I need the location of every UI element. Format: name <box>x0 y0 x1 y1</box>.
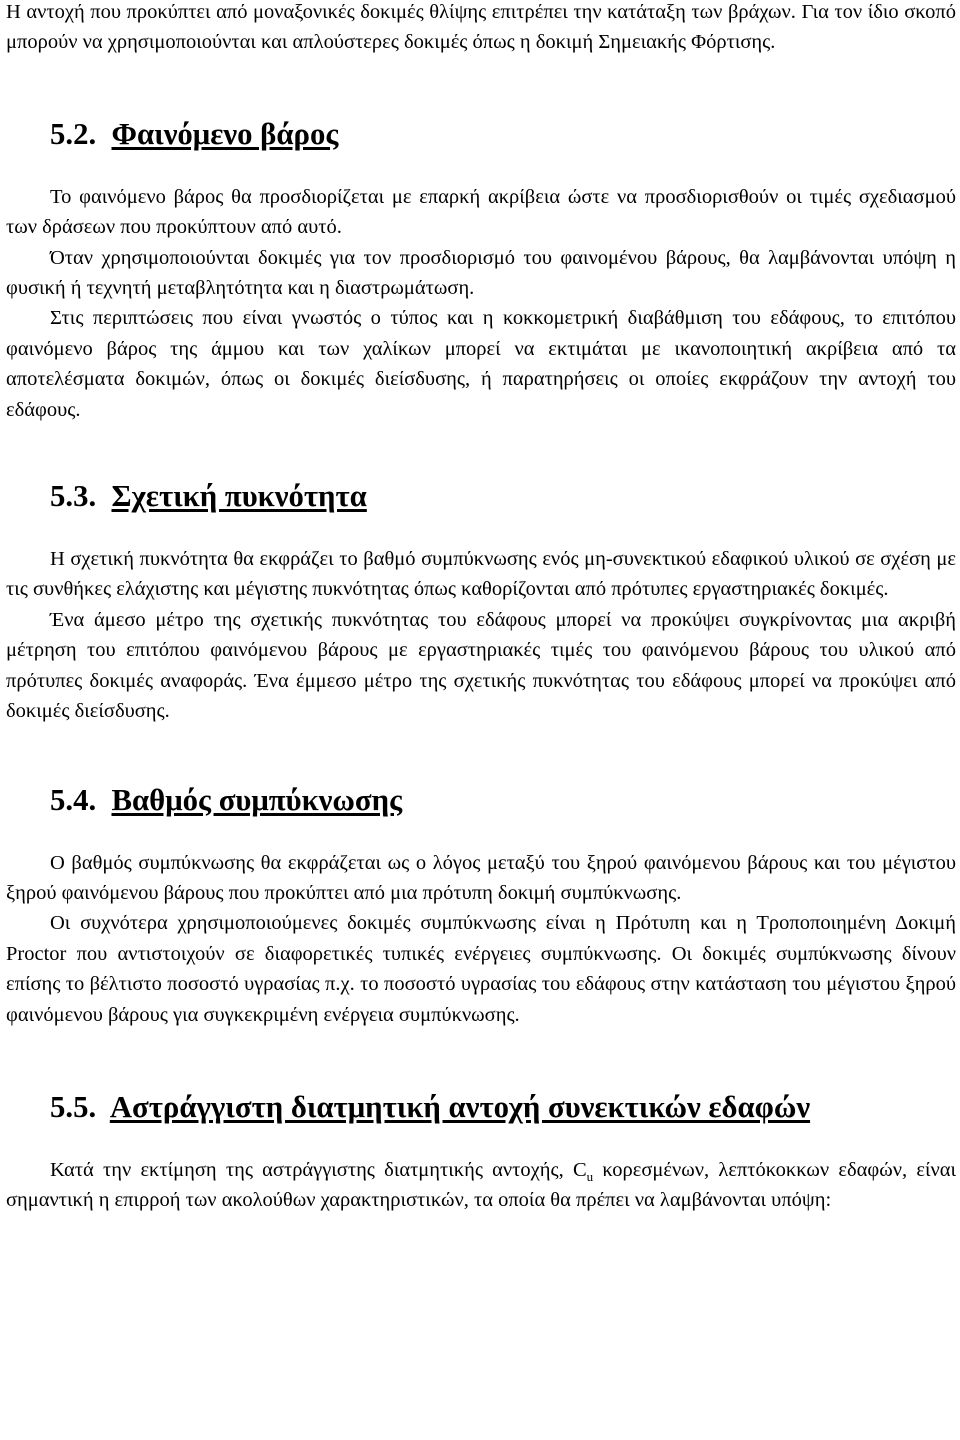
document-page <box>6 0 956 1216</box>
section-number: 5.2. <box>50 116 97 151</box>
paragraph <box>6 1155 956 1216</box>
intro-paragraph: Η αντοχή που προκύπτει από μοναξονικές δοκιμές θλίψης επιτρέπει την κατάταξη των βράχων. Για τον ίδιο σκοπό μπορούν να χρησιμοποιούνται και απλούστερες δοκιμές όπως η δοκιμή Σημειακής Φόρτισης. <box>6 1 956 54</box>
section-number: 5.3. <box>50 479 97 514</box>
section-number: 5.5. <box>50 1089 97 1124</box>
paragraph-text: Κατά την εκτίμηση της αστράγγιστης διατμητικής αντοχής, C <box>50 1158 587 1181</box>
section-title: Βαθμός συμπύκνωσης <box>111 782 403 817</box>
section-title: Σχετική πυκνότητα <box>111 479 367 514</box>
paragraph: Όταν χρησιμοποιούνται δοκιμές για τον προσδιορισμό του φαινομένου βάρους, θα λαμβάνονται υπόψη η φυσική ή τεχνητή μεταβλητότητα και η διαστρωμάτωση. <box>6 246 956 300</box>
paragraph-text: κορεσμένων, λεπτόκοκκων εδαφών, είναι σημαντική η επιρροή των ακολούθων χαρακτηριστικών, τα οποία θα πρέπει να λαμβάνονται υπόψη: <box>6 1158 956 1212</box>
paragraph: Οι συχνότερα χρησιμοποιούμενες δοκιμές συμπύκνωσης είναι η Πρότυπη και η Τροποποιημένη Δοκιμή Proctor που αντιστοιχούν σε διαφορετικές τυπικές ενέργειες συμπύκνωσης. Οι δοκιμές συμπύκνωσης δίνουν επίσης το βέλτιστο ποσοστό υγρασίας π.χ. το ποσοστό υγρασίας του εδάφους στην κατάσταση του μέγιστου ξηρού φαινόμενου βάρους για συγκεκριμένη ενέργεια συμπύκνωσης. <box>6 912 956 1026</box>
section-title: Αστράγγιστη διατμητική αντοχή συνεκτικών εδαφών <box>109 1089 811 1124</box>
section-heading-5-5 <box>6 1089 956 1124</box>
section-heading-5-4 <box>6 782 956 817</box>
section-number: 5.4. <box>50 782 97 817</box>
section-title: Φαινόμενο βάρος <box>111 116 339 151</box>
paragraph: Ο βαθμός συμπύκνωσης θα εκφράζεται ως ο λόγος μεταξύ του ξηρού φαινόμενου βάρους και του μέγιστου ξηρού φαινόμενου βάρους που προκύπτει από μια πρότυπη δοκιμή συμπύκνωσης. <box>6 851 956 904</box>
paragraph: Το φαινόμενο βάρος θα προσδιορίζεται με επαρκή ακρίβεια ώστε να προσδιορισθούν οι τιμές σχεδιασμού των δράσεων που προκύπτουν από αυτό. <box>6 185 956 239</box>
paragraph: Η σχετική πυκνότητα θα εκφράζει το βαθμό συμπύκνωσης ενός μη-συνεκτικού εδαφικού υλικού σε σχέση με τις συνθήκες ελάχιστης και μέγιστης πυκνότητας όπως καθορίζονται από πρότυπες εργαστηριακές δοκιμές. <box>6 548 956 601</box>
section-heading-5-2 <box>6 116 956 151</box>
paragraph: Στις περιπτώσεις που είναι γνωστός ο τύπος και η κοκκομετρική διαβάθμιση του εδάφους, το επιτόπου φαινόμενο βάρος της άμμου και των χαλίκων μπορεί να εκτιμάται με ικανοποιητική ακρίβεια από τα αποτελέσματα δοκιμών, όπως οι δοκιμές διείσδυσης, ή παρατηρήσεις οι οποίες εκφράζουν την αντοχή του εδάφους. <box>6 307 956 421</box>
subscript: u <box>586 1169 594 1185</box>
section-heading-5-3 <box>6 479 956 514</box>
paragraph: Ένα άμεσο μέτρο της σχετικής πυκνότητας του εδάφους μπορεί να προκύψει συγκρίνοντας μια ακριβή μέτρηση του επιτόπου φαινόμενου βάρους με εργαστηριακές τιμές του φαινόμενου βάρους του υλικού από πρότυπες δοκιμές αναφοράς. Ένα έμμεσο μέτρο της σχετικής πυκνότητας του εδάφους μπορεί να προκύψει από δοκιμές διείσδυσης. <box>6 608 956 723</box>
